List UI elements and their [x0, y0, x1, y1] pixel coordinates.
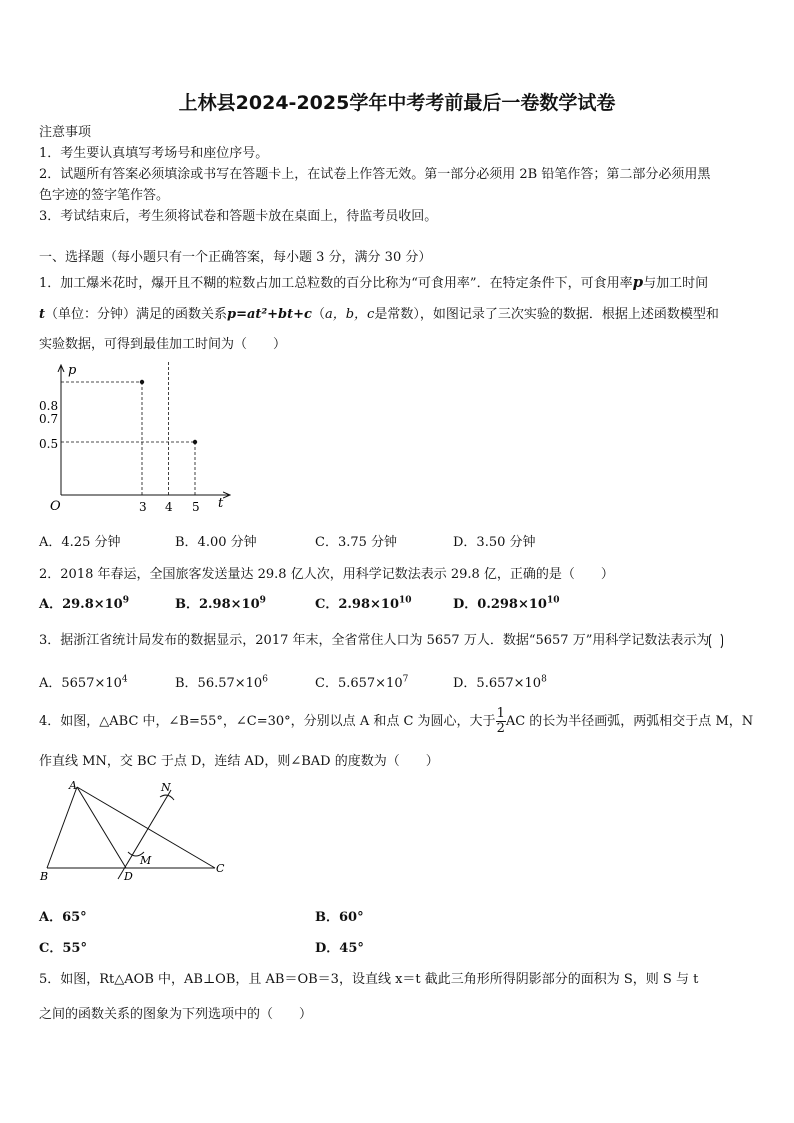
label-m: M [140, 854, 152, 867]
x-axis-label: t [218, 496, 224, 511]
q2-option-b[interactable]: B．$2.98\times 10^9$ [175, 595, 266, 612]
notice-item-2-cont: 色字迹的签字笔作答。 [39, 188, 170, 203]
notice-item-2: 2．试题所有答案必须填涂或书写在答题卡上，在试卷上作答无效。第一部分必须用 2B 铅笔作答；第二部分必须用黑 [39, 167, 711, 182]
q1-graph [30, 360, 250, 520]
fraction-half: $\frac{1}{2}$ [496, 706, 505, 736]
q1-formula: p=at²+bt+c [227, 307, 312, 322]
q3-text-body: 3．据浙江省统计局发布的数据显示，2017 年末，全省常住人口为 5657 万人．数据“5657 万”用科学记数法表示为 [39, 633, 710, 648]
q1-option-a[interactable]: A．4.25 分钟 [39, 535, 121, 550]
q4-line-2: 作直线 MN，交 BC 于点 D，连结 AD，则∠BAD 的度数为（ ） [39, 754, 439, 769]
q1-line-3: 实验数据，可得到最佳加工时间为（ ） [39, 337, 287, 352]
q1-abc: a，b，c [324, 307, 375, 322]
y-axis-label: p [68, 363, 77, 378]
label-c: C [216, 862, 225, 875]
data-point [140, 380, 144, 384]
q2-option-a[interactable]: A．$29.8\times 10^9$ [39, 595, 129, 612]
q2-option-c[interactable]: C．$2.98\times 10^{10}$ [315, 595, 412, 612]
section-heading: 一、选择题（每小题只有一个正确答案，每小题 3 分，满分 30 分） [39, 250, 432, 265]
q1-text-e: 是常数），如图记录了三次实验的数据．根据上述函数模型和 [374, 307, 719, 322]
q1-option-d[interactable]: D．3.50 分钟 [453, 535, 536, 550]
q1-option-c[interactable]: C．3.75 分钟 [315, 535, 398, 550]
notice-item-1: 1．考生要认真填写考场号和座位序号。 [39, 146, 269, 161]
label-n: N [161, 781, 171, 794]
q1-line-2 [39, 303, 719, 322]
q2-text: 2．2018 年春运，全国旅客发送量达 29.8 亿人次，用科学记数法表示 29.8 亿，正确的是（ ） [39, 567, 614, 582]
q3-option-d[interactable]: D．$5.657\times 10^8$ [453, 674, 547, 691]
page-title: 上林县2024-2025学年中考考前最后一卷数学试卷 [178, 92, 616, 114]
label-a: A [69, 779, 77, 792]
q2-option-d[interactable]: D．$0.298\times 10^{10}$ [453, 595, 560, 612]
q4-option-b[interactable]: B．60° [315, 910, 364, 925]
answer-paren [709, 632, 723, 650]
q1-option-b[interactable]: B．4.00 分钟 [175, 535, 257, 550]
data-point [193, 440, 197, 444]
q1-text-d: （ [311, 307, 325, 322]
q1-text-a: 1．加工爆米花时，爆开且不糊的粒数占加工总粒数的百分比称为“可食用率”．在特定条件下，可食用率 [39, 276, 633, 291]
q4-triangle-figure [30, 776, 240, 888]
y-tick-label: 0.5 [39, 437, 59, 451]
tick-labels [39, 399, 200, 514]
q4-line-1 [39, 707, 753, 736]
x-tick-label: 3 [139, 500, 147, 514]
q3-option-c[interactable]: C．$5.657\times 10^7$ [315, 674, 409, 691]
q4-option-c[interactable]: C．55° [39, 941, 87, 956]
q3-text [39, 629, 723, 650]
data-points [61, 360, 197, 495]
q4-option-d[interactable]: D．45° [315, 941, 364, 956]
q4-option-a[interactable]: A．65° [39, 910, 87, 925]
label-b: B [40, 870, 49, 883]
segment-ad [77, 787, 126, 868]
q5-line-1: 5．如图，Rt△AOB 中，AB⊥OB，且 AB＝OB＝3，设直线 x＝t 截此三角形所得阴影部分的面积为 S，则 S 与 t [39, 972, 699, 987]
q1-var-p: p [632, 273, 644, 291]
x-tick-label: 4 [165, 500, 173, 514]
q4-text-a: 4．如图，△ABC 中，∠B=55°，∠C=30°，分别以点 A 和点 C 为圆心，大于 [39, 714, 496, 729]
x-tick-label: 5 [192, 500, 200, 514]
label-d: D [124, 870, 133, 883]
origin-label: O [50, 499, 61, 514]
q4-text-b: AC 的长为半径画弧，两弧相交于点 M，N [505, 714, 754, 729]
y-tick-label: 0.8 [39, 399, 59, 413]
q5-line-2: 之间的函数关系的图象为下列选项中的（ ） [39, 1007, 313, 1022]
q1-line-1 [39, 272, 708, 291]
segment-ab [47, 787, 77, 868]
notice-heading: 注意事项 [39, 125, 92, 140]
q3-option-b[interactable]: B．$56.57\times 10^6$ [175, 674, 268, 691]
q1-var-t: t [39, 307, 46, 322]
notice-item-3: 3．考试结束后，考生须将试卷和答题卡放在桌面上，待监考员收回。 [39, 209, 438, 224]
q1-text-c: （单位：分钟）满足的函数关系 [45, 307, 228, 322]
q1-text-b: 与加工时间 [643, 276, 709, 291]
q3-option-a[interactable]: A．$5657\times 10^4$ [39, 674, 128, 691]
y-tick-label: 0.7 [39, 412, 59, 426]
